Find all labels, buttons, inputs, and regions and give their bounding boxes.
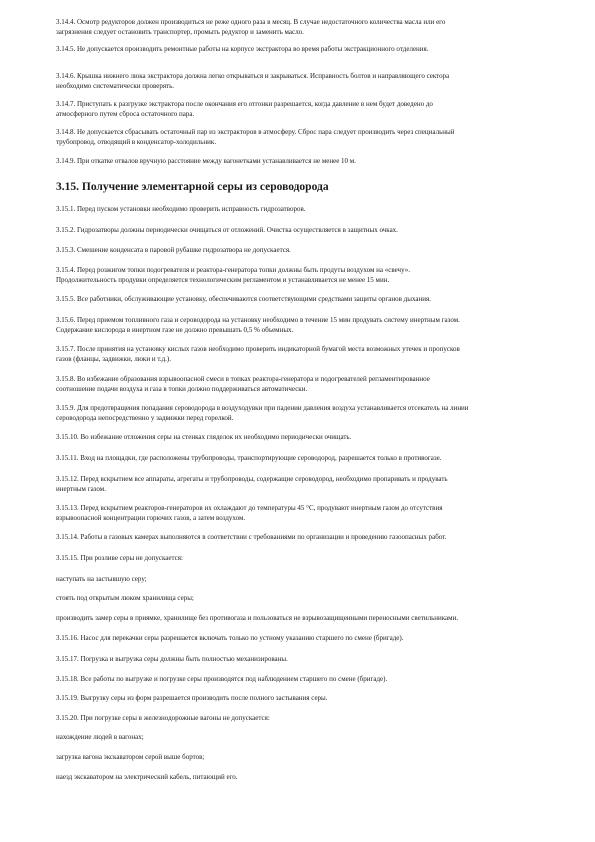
paragraph-line: 3.15.9. Для предотвращения попадания сероводорода в воздуходувки при падении давления воздуха устанавливается отсекатель на линии bbox=[56, 404, 469, 412]
paragraph-line: сероводорода непосредственно у задвижки перед горелкой. bbox=[56, 414, 234, 422]
paragraph-line: соотношение подачи воздуха и газа в топки должно поддерживаться автоматически. bbox=[56, 385, 308, 393]
paragraph-line: трубопровод, отводящий в конденсатор-холодильник. bbox=[56, 138, 217, 146]
paragraph-line: 3.15.16. Насос для перекачки серы разрешается включать только по устному указанию старшего по смене (бригаде). bbox=[56, 634, 404, 642]
paragraph-line: 3.15.4. Перед розжигом топки подогревателя и реактора-генератора топки должны быть продуты воздухом на «свечу». bbox=[56, 266, 410, 274]
paragraph-line: нахождение людей в вагонах; bbox=[56, 733, 144, 741]
paragraph-line: 3.15.14. Работы в газовых камерах выполняются в соответствии с требованиями по организации и проведению газоопасных работ. bbox=[56, 533, 447, 541]
paragraph-line: наезд экскаватором на электрический кабель, питающий его. bbox=[56, 773, 238, 781]
paragraph-line: взрывоопасной концентрации горючих газов, а затем воздухом. bbox=[56, 514, 246, 522]
paragraph-line: 3.15.2. Гидрозатворы должны периодически очищаться от отложений. Очистка осуществляется в защитных очках. bbox=[56, 226, 398, 234]
paragraph-line: 3.15.17. Погрузка и выгрузка серы должны быть полностью механизированы. bbox=[56, 655, 288, 663]
paragraph-line: Продолжительность продувки определяется технологическим регламентом и устанавливается не менее 15 мин. bbox=[56, 276, 390, 284]
paragraph-line: 3.14.4. Осмотр редукторов должен производиться не реже одного раза в месяц. В случае недостаточного количества масла или его bbox=[56, 18, 446, 26]
section-heading: 3.15. Получение элементарной серы из сероводорода bbox=[56, 181, 329, 193]
paragraph-line: 3.14.5. Не допускается производить ремонтные работы на корпусе экстрактора во время работы экстракционного отделения. bbox=[56, 45, 429, 53]
paragraph-line: газов (фланцы, задвижки, люки и т.д.). bbox=[56, 355, 172, 363]
paragraph-line: 3.15.20. При погрузке серы в железнодорожные вагоны не допускается: bbox=[56, 714, 270, 722]
paragraph-line: наступать на застывшую серу; bbox=[56, 575, 147, 583]
paragraph-line: 3.14.8. Не допускается сбрасывать остаточный пар из экстракторов в атмосферу. Сброс пара следует производить через специальный bbox=[56, 128, 455, 136]
paragraph-line: 3.15.19. Выгрузку серы из форм разрешается производить после полного застывания серы. bbox=[56, 694, 328, 702]
paragraph-line: 3.15.13. Перед вскрытием реакторов-генераторов их охлаждают до температуры 45 °С, продувают инертным газом до отсутствия bbox=[56, 504, 443, 512]
paragraph-line: 3.15.10. Во избежание отложения серы на стенках гляделок их необходимо периодически очищать. bbox=[56, 433, 352, 441]
paragraph-line: атмосферного путем сброса остаточного пара. bbox=[56, 110, 195, 118]
paragraph-line: загрязнения следует остановить транспортер, промыть редуктор и заменить масло. bbox=[56, 28, 304, 36]
paragraph-line: 3.15.8. Во избежание образования взрывоопасной смеси в топках реактора-генератора и подогревателей регламентированное bbox=[56, 375, 430, 383]
paragraph-line: 3.15.11. Вход на площадки, где расположены трубопроводы, транспортирующие сероводород, разрешается только в противогазе. bbox=[56, 454, 442, 462]
paragraph-line: производить замер серы в приямке, хранилище без противогаза и пользоваться не взрывозащищенными переносными светильниками. bbox=[56, 614, 459, 622]
paragraph-line: 3.14.7. Приступать к разгрузке экстрактора после окончания его отгонки разрешается, когда давление в нем будет доведено до bbox=[56, 100, 433, 108]
paragraph-line: 3.15.5. Все работники, обслуживающие установку, обеспечиваются соответствующими средствами защиты органов дыхания. bbox=[56, 295, 431, 303]
paragraph-line: 3.15.18. Все работы по выгрузке и погрузке серы производятся под наблюдением старшего по смене (бригаде). bbox=[56, 675, 388, 683]
paragraph-line: 3.15.3. Смешение конденсата в паровой рубашке гидрозатвора не допускается. bbox=[56, 246, 291, 254]
paragraph-line: 3.15.12. Перед вскрытием все аппараты, агрегаты и трубопроводы, содержащие сероводород, необходимо пропаривать и продувать bbox=[56, 475, 448, 483]
paragraph-line: необходимо систематически проверять. bbox=[56, 82, 175, 90]
paragraph-line: 3.15.15. При розливе серы не допускается: bbox=[56, 554, 183, 562]
paragraph-line: стоять под открытым люком хранилища серы; bbox=[56, 594, 194, 602]
paragraph-line: 3.14.9. При откатке отвалов вручную расстояние между вагонетками устанавливается не менее 10 м. bbox=[56, 157, 356, 165]
paragraph-line: 3.14.6. Крышка нижнего люка экстрактора должна легко открываться и закрываться. Исправность болтов и направляющего сектора bbox=[56, 72, 450, 80]
paragraph-line: 3.15.7. После принятия на установку кислых газов необходимо проверить индикаторной бумагой места возможных утечек и пропусков bbox=[56, 345, 460, 353]
paragraph-line: 3.15.1. Перед пуском установки необходимо проверить исправность гидрозатворов. bbox=[56, 205, 306, 213]
paragraph-line: Содержание кислорода в инертном газе не должно превышать 0,5 % объемных. bbox=[56, 326, 294, 334]
paragraph-line: загрузка вагона экскаватором серой выше бортов; bbox=[56, 753, 205, 761]
paragraph-line: 3.15.6. Перед приемом топливного газа и сероводорода на установку необходимо в течение 15 мин продувать систему инертным газом. bbox=[56, 316, 460, 324]
paragraph-line: инертным газом. bbox=[56, 485, 106, 493]
